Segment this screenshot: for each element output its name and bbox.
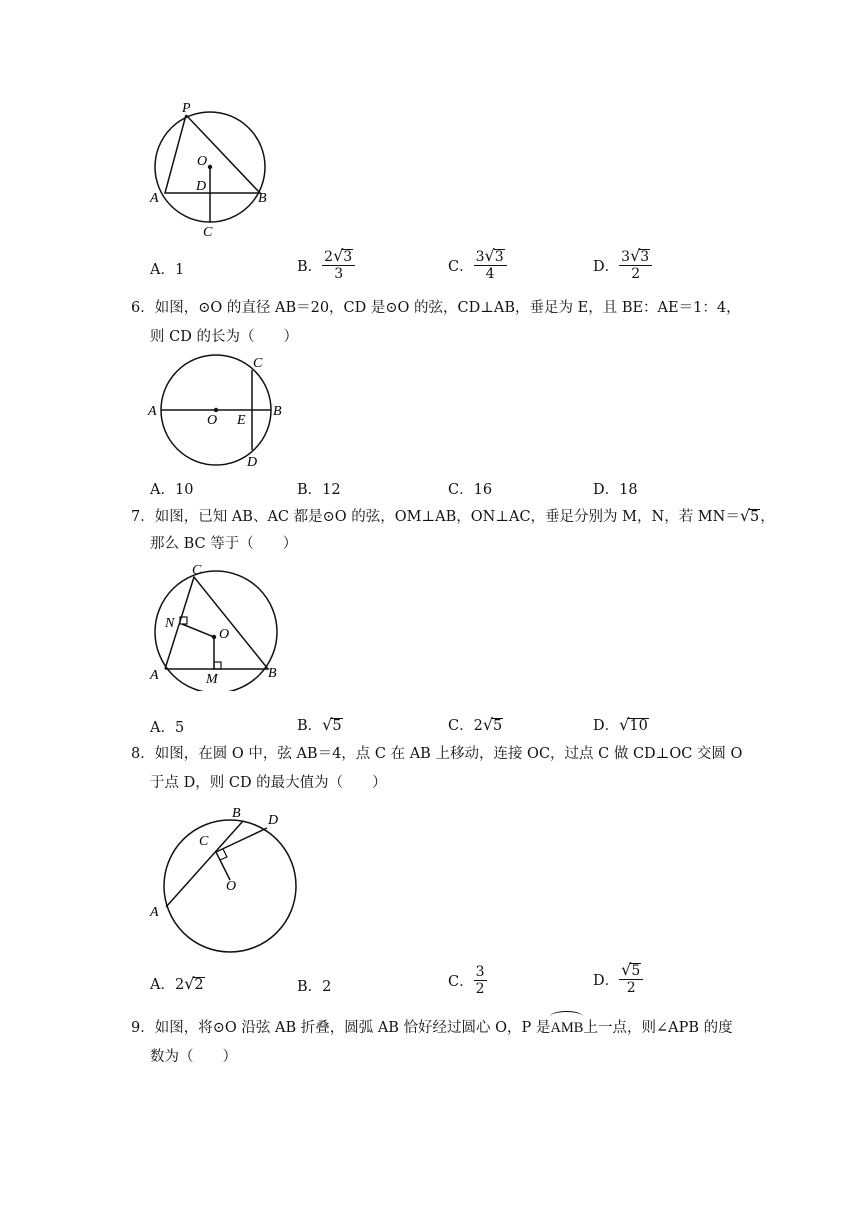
q9-stem-line2: 数为（ ） [150, 1049, 237, 1065]
q8-stem-line1: 8．如图，在圆 O 中，弦 AB＝4，点 C 在 AB 上移动，连接 OC，过点 C 做 CD⊥OC 交圆 O [131, 746, 743, 762]
q8-stem-line2: 于点 D，则 CD 的最大值为（ ） [150, 775, 387, 791]
q7-label-o: O [219, 627, 230, 642]
q5-label-a: A [150, 191, 159, 206]
q6-option-a[interactable]: A．10 [150, 482, 194, 498]
q8-label-d: D [268, 813, 279, 828]
q5-label-c: C [203, 225, 213, 240]
q8-option-c[interactable]: C． $\frac{3}{2}$ [448, 964, 485, 997]
q7-stem-line2: 那么 BC 等于（ ） [150, 536, 298, 552]
q5-label-d: D [196, 179, 207, 194]
q5-option-d[interactable] [593, 248, 652, 282]
q8-label-o: O [226, 879, 237, 894]
q6-stem-line1: 6．如图，⊙O 的直径 AB＝20，CD 是⊙O 的弦，CD⊥AB，垂足为 E，且 BE：AE＝1：4， [131, 300, 741, 316]
fraction: $\frac{3}{2}$ [475, 964, 485, 997]
q7-option-c[interactable]: C．2√5 [448, 715, 503, 734]
q8-label-b: B [232, 806, 241, 821]
q7-label-a: A [150, 668, 159, 683]
arc-amb: AMB [550, 1017, 583, 1039]
q6-label-d: D [247, 455, 258, 470]
q7-option-b[interactable]: B．√5 [297, 715, 342, 734]
option-label: A． [150, 262, 175, 278]
q6-stem-line2: 则 CD 的长为（ ） [150, 329, 298, 345]
q6-label-c: C [253, 356, 263, 371]
option-label: B． [297, 258, 323, 275]
q7-label-n: N [165, 616, 175, 631]
q7-option-d[interactable]: D．√10 [593, 715, 648, 734]
q5-option-b[interactable] [297, 248, 355, 282]
q5-figure [140, 95, 280, 245]
q8-figure [140, 800, 310, 960]
q6-label-b: B [273, 404, 282, 419]
q7-stem-line1: 7．如图，已知 AB、AC 都是⊙O 的弦，OM⊥AB，ON⊥AC，垂足分别为 M，N，若 MN＝√5， [131, 506, 775, 525]
q5-label-p: P [182, 101, 191, 116]
q5-option-c[interactable] [448, 248, 507, 282]
q8-label-a: A [150, 905, 159, 920]
fraction: $\frac{2√3}{3}$ [322, 248, 355, 282]
q8-option-b[interactable]: B．2 [297, 979, 332, 995]
fraction: $\frac{√5}{2}$ [619, 962, 643, 996]
option-label: D． [593, 258, 620, 275]
q6-figure [140, 352, 300, 472]
option-value: 1 [174, 262, 185, 278]
q7-label-m: M [206, 672, 218, 687]
q8-option-a[interactable]: A．2√2 [150, 974, 204, 993]
q5-label-o: O [197, 154, 208, 169]
q5-label-b: B [258, 191, 267, 206]
q9-stem-line1: 9．如图，将⊙O 沿弦 AB 折叠，圆弧 AB 恰好经过圆心 O，P 是 AMB上一点，则∠APB 的度 [131, 1017, 733, 1039]
q6-option-b[interactable]: B．12 [297, 482, 341, 498]
q6-option-d[interactable]: D．18 [593, 482, 638, 498]
q6-label-a: A [148, 404, 157, 419]
fraction: $\frac{3√3}{4}$ [474, 248, 507, 282]
q6-label-e: E [237, 413, 246, 428]
q7-option-a[interactable]: A．5 [150, 720, 185, 736]
q8-option-d[interactable]: D． $\frac{√5}{2}$ [593, 962, 643, 996]
option-label: C． [448, 258, 474, 275]
q7-label-c: C [192, 563, 202, 578]
q5-option-a[interactable] [150, 258, 184, 279]
q6-label-o: O [207, 413, 218, 428]
q7-label-b: B [268, 666, 277, 681]
fraction: $\frac{3√3}{2}$ [619, 248, 652, 282]
q8-label-c: C [199, 834, 209, 849]
q6-option-c[interactable]: C．16 [448, 482, 493, 498]
q7-figure [140, 556, 300, 691]
